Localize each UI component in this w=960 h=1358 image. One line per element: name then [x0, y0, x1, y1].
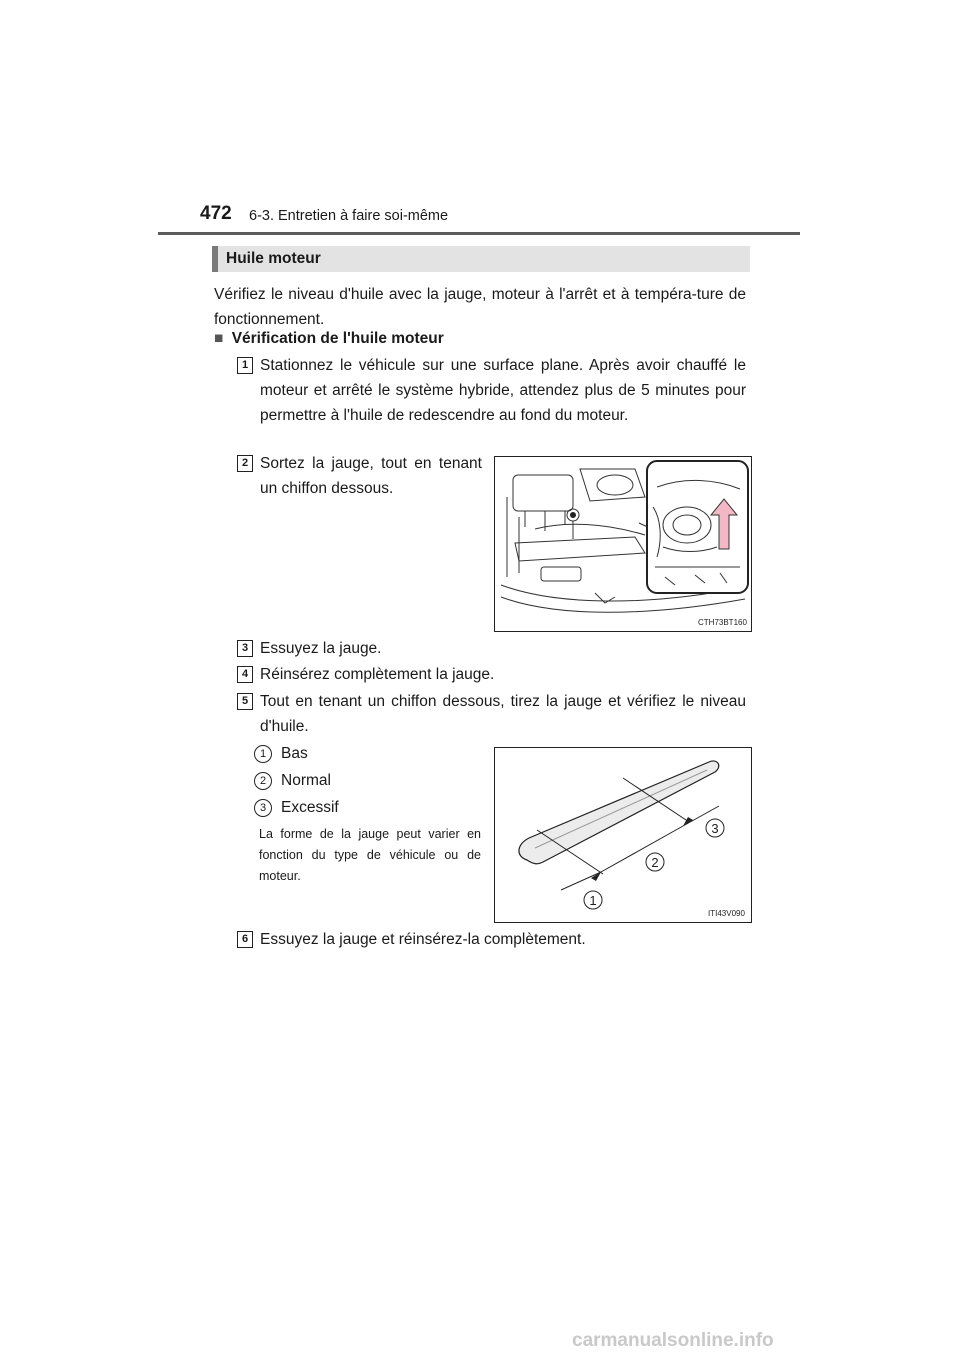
step-number-1: 1: [237, 357, 253, 374]
level-number-1: 1: [254, 745, 272, 763]
step-number-3: 3: [237, 640, 253, 657]
page-number: 472: [200, 203, 232, 224]
dipstick-illustration: [494, 747, 752, 923]
engine-illustration: [494, 456, 752, 632]
step-text-4: Réinsérez complètement la jauge.: [260, 666, 495, 683]
level-number-3: 3: [254, 799, 272, 817]
watermark-text: carmanualsonline.info: [572, 1330, 774, 1351]
dipstick-callout-2: 2: [651, 855, 659, 870]
step-number-5: 5: [237, 693, 253, 710]
step-text-5: Tout en tenant un chiffon dessous, tirez la jauge et vérifiez le niveau d'huile.: [260, 693, 746, 735]
step-text-6: Essuyez la jauge et réinsérez-la complètement.: [260, 931, 586, 948]
section-header: [212, 246, 750, 272]
chapter-title: 6-3. Entretien à faire soi-même: [249, 208, 449, 224]
step-number-4: 4: [237, 666, 253, 683]
dipstick-drawing: [495, 748, 751, 922]
level-number-2: 2: [254, 772, 272, 790]
intro-paragraph: Vérifiez le niveau d'huile avec la jauge, moteur à l'arrêt et à tempéra-ture de fonctionnement.: [214, 286, 746, 328]
dipstick-callout-3: 3: [711, 821, 719, 836]
level-label-normal: Normal: [281, 772, 331, 789]
engine-figure-code: CTH73BT160: [698, 618, 747, 627]
header-rule: [158, 232, 800, 235]
subsection-title: Vérification de l'huile moteur: [231, 330, 444, 347]
step-text-2: Sortez la jauge, tout en tenant un chiffon dessous.: [260, 455, 482, 497]
step-number-2: 2: [237, 455, 253, 472]
level-label-low: Bas: [281, 745, 308, 762]
subsection-heading: [214, 330, 444, 348]
note-text: La forme de la jauge peut varier en fonction du type de véhicule ou de moteur.: [259, 827, 481, 883]
step-text-3: Essuyez la jauge.: [260, 640, 382, 657]
section-marker: [212, 246, 218, 272]
section-title: Huile moteur: [226, 250, 321, 267]
engine-drawing: [495, 457, 751, 631]
bullet-square-icon: ■: [214, 330, 224, 347]
dipstick-figure-code: ITI43V090: [708, 909, 745, 918]
dipstick-callout-1: 1: [589, 893, 597, 908]
step-number-6: 6: [237, 931, 253, 948]
step-text-1: Stationnez le véhicule sur une surface plane. Après avoir chauffé le moteur et arrêté le système hybride, attendez plus de 5 minutes pour permettre à l'huile de redescendre au fond du moteur.: [260, 357, 746, 424]
level-label-excess: Excessif: [281, 799, 339, 816]
